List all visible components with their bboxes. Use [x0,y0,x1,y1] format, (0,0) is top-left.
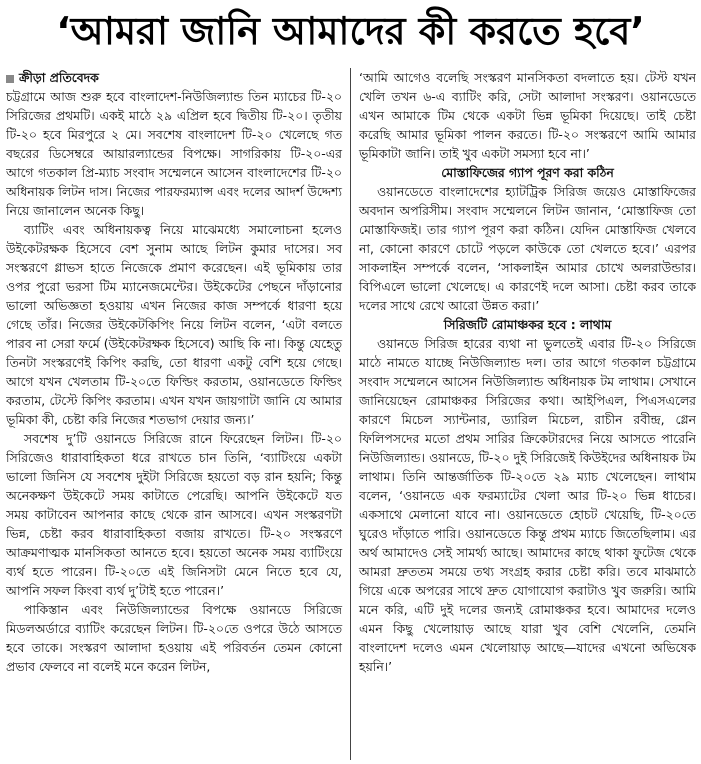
paragraph: ওয়ানডেতে বাংলাদেশের হ্যাটট্রিক সিরিজ জয়েও মোস্তাফিজের অবদান অপরিসীম। সংবাদ সম্মেলনে লিটন জানান, ‘মোস্তাফিজ তো মোস্তাফিজই। তার গ্যাপ পূরণ করা কঠিন। যেদিন মোস্তাফিজ খেলবে না, কোনো কারণে চোটে পড়লে কাউকে তো খেলতে হবে।’ এরপর সাকলাইন সম্পর্কে বলেন, ‘সাকলাইন আমার চোখে অলরাউন্ডার। বিপিএলে ভালো খেলেছে। এ কারণেই দলে আসা। চেষ্টা করব তাকে দলের সাথে রেখে আরো উন্নত করা।’ [359,184,696,313]
bullet-square-icon [6,75,14,83]
byline: ক্রীড়া প্রতিবেদক [19,70,99,85]
paragraph: পাকিস্তান এবং নিউজিল্যান্ডের বিপক্ষে ওয়ানডে সিরিজে মিডলঅর্ডারে ব্যাটিং করেছেন লিটন। টি-২০তে ওপরে উঠে আসতে হবে তাকে। সংস্করণ আলাদা হওয়ায় এই পরিবর্তন তেমন কোনো প্রভাব ফেলবে না বলেই মনে করেন লিটন, [6,602,342,674]
right-column [351,68,696,760]
byline-row [6,68,342,87]
paragraph: চট্টগ্রামে আজ শুরু হবে বাংলাদেশ-নিউজিল্যান্ড তিন ম্যাচের টি-২০ সিরিজের প্রথমটি। একই মাঠে ২৯ এপ্রিল হবে দ্বিতীয় টি-২০। তৃতীয় টি-২০ হবে মিরপুরে ২ মে। সবশেষ বাংলাদেশ টি-২০ খেলেছে গত বছরের ডিসেম্বরে আয়ারল্যান্ডের বিপক্ষে। সাগরিকায় টি-২০-এর আগে গতকাল প্রি-ম্যাচ সংবাদ সম্মেলনে আসেন বাংলাদেশের টি-২০ অধিনায়ক লিটন দাস। নিজের পারফরম্যান্স এবং দলের আদর্শ উদ্দেশ্য নিয়ে জানালেন অনেক কিছু। [6,89,342,218]
left-column [6,68,351,760]
paragraph: সবশেষ দু’টি ওয়ানডে সিরিজে রানে ফিরেছেন লিটন। টি-২০ সিরিজেও ধারাবাহিকতা ধরে রাখতে চান তিনি, ‘ব্যাটিংয়ে একটা ভালো জিনিস যে সবশেষ দুইটা সিরিজে হয়তো বড় রান হয়নি; কিন্তু অনেকক্ষণ উইকেটে সময় কাটাতে পেরেছি। আপনি উইকেটে যত সময় কাটাবেন আপনার কাছে থেকে রান আসবে। এখন সংস্করণটা ভিন্ন, চেষ্টা করব ধারাবাহিকতা বজায় রাখতে। টি-২০ সংস্করণে আক্রমণাত্মক মানসিকতা আনতে হবে। হয়তো অনেক সময় ব্যাটিংয়ে ব্যর্থ হতে পারেন। টি-২০তে এই জিনিসটা মেনে নিতে হবে যে, আপনি সফল কিংবা ব্যর্থ দু’টাই হতে পারেন।’ [6,431,342,598]
paragraph: ‘আমি আগেও বলেছি সংস্করণ মানসিকতা বদলাতে হয়। টেস্ট যখন খেলি তখন ৬-এ ব্যাটিং করি, সেটা আলাদা সংস্করণ। ওয়ানডেতে এখন আমাকে টিম থেকে একটা ভিন্ন ভূমিকা দিয়েছে। তাই চেষ্টা করেছি আমার ভূমিকা পালন করতে। টি-২০ সংস্করণে আমি আমার ভূমিকাটা জানি। তাই খুব একটা সমস্যা হবে না।’ [359,70,696,161]
subheading: সিরিজটি রোমাঞ্চকর হবে : লাথাম [443,317,612,332]
article-columns [6,68,696,760]
paragraph: ওয়ানডে সিরিজ হারের ব্যথা না ভুলতেই এবার টি-২০ সিরিজে মাঠে নামতে যাচ্ছে নিউজিল্যান্ড দল। তার আগে গতকাল চট্টগ্রামে সংবাদ সম্মেলনে আসেন নিউজিল্যান্ড অধিনায়ক টম লাথাম। সেখানে জানিয়েছেন রোমাঞ্চকর সিরিজের কথা। আইপিএল, পিএসএলের কারণে মিচেল স্যান্টনার, ড্যারিল মিচেল, রাচীন রবীন্দ্র, গ্লেন ফিলিপসদের মতো প্রথম সারির ক্রিকেটারদের নিয়ে আসতে পারেনি নিউজিল্যান্ড। ওয়ানডে, টি-২০ দুই সিরিজেই কিউইদের অধিনায়ক টম লাথাম। তিনি আন্তর্জাতিক টি-২০তে ২৯ ম্যাচ খেলেছেন। লাথাম বলেন, ‘ওয়ানডে এক ফরম্যাটের খেলা আর টি-২০ ভিন্ন ধাচের। একসাথে মেলানো যাবে না। ওয়ানডেতে হোচট খেয়েছি, টি-২০তে ঘুরেও দাঁড়াতে পারি। ওয়ানডেতে কিন্তু প্রথম ম্যাচে জিতেছিলাম। এর অর্থ আমাদেও সেই সামর্থ্য আছে। আমাদের কাছে থাকা ফুটেজ থেকে আমরা দ্রুততম সময়ে তথ্য সংগ্রহ করার চেষ্টা করি। তবে মাঝমাঠে গিয়ে একে অপরের সাথে দ্রুত যোগাযোগ করাটাও খুব জরুরি। আমি মনে করি, এটি দুই দলের জন্যই রোমাঞ্চকর হবে। আমাদের দলেও এমন কিছু খেলোয়াড় আছে যারা খুব বেশি খেলেনি, তেমনি বাংলাদেশ দলেও এমন খেলোয়াড় আছে—যাদের এখনো অভিষেক হয়নি।’ [359,336,696,674]
headline: ‘আমরা জানি আমাদের কী করতে হবে’ [56,9,645,53]
paragraph: ব্যাটিং এবং অধিনায়কত্ব নিয়ে মাঝেমধ্যে সমালোচনা হলেও উইকেটরক্ষক হিসেবে বেশ সুনাম আছে লিটন কুমার দাসের। সব সংস্করণে গ্লাভস হাতে নিজেকে প্রমাণ করেছেন। এই ভূমিকায় তার ওপর পুরো ভরসা টিম ম্যানেজমেন্টের। উইকেটের পেছনে দাঁড়ানোর ভালো অভিজ্ঞতা হওয়ায় এখন নিজের কাজ সম্পর্কে ধারণা হয়ে গেছে তাঁর। নিজের উইকেটকিপিং নিয়ে লিটন বলেন, ‘এটা বলতে পারব না সেরা ফর্মে (উইকেটরক্ষক হিসেবে) আছি কি না। কিন্তু যেহেতু তিনটা সংস্করণেই কিপিং করছি, তো ধারণা একটু বেশি হয়ে গেছে। আগে যখন খেলতাম টি-২০তে ফিল্ডিং করতাম, ওয়ানডেতে ফিল্ডিং করতাম, টেস্টে কিপিং করতাম। এখন যখন জায়গাটা জানি যে আমার ভূমিকা কী, চেষ্টা করি নিজের শতভাগ দেয়ার জন্য।’ [6,222,342,427]
subheading: মোস্তাফিজের গ্যাপ পূরণ করা কঠিন [441,165,614,180]
